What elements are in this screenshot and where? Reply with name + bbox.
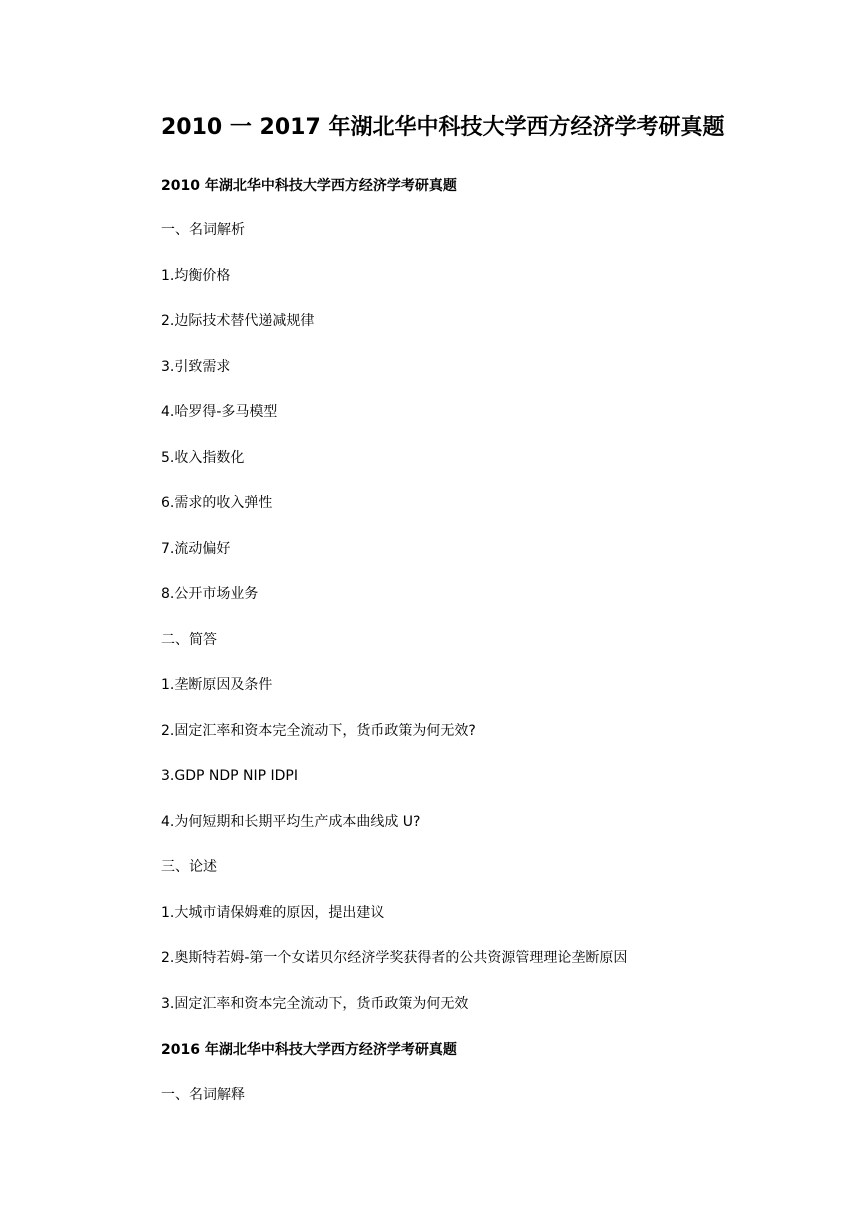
essay-item: 2.奥斯特若姆-第一个女诺贝尔经济学奖获得者的公共资源管理理论垄断原因 — [161, 950, 628, 966]
part-title-terms: 一、名词解析 — [161, 222, 245, 238]
essay-item: 3.固定汇率和资本完全流动下，货币政策为何无效 — [161, 996, 469, 1012]
term-item: 8.公开市场业务 — [161, 586, 259, 602]
term-item: 1.均衡价格 — [161, 268, 231, 284]
part-title-short-answer: 二、简答 — [161, 632, 217, 648]
part-title-essay: 三、论述 — [161, 859, 217, 875]
term-item: 4.哈罗得-多马模型 — [161, 404, 278, 420]
short-answer-item: 3.GDP NDP NIP IDPI — [161, 768, 298, 784]
term-item: 6.需求的收入弹性 — [161, 495, 273, 511]
term-item: 5.收入指数化 — [161, 450, 245, 466]
short-answer-item: 4.为何短期和长期平均生产成本曲线成 U? — [161, 814, 421, 830]
section-heading-2016: 2016 年湖北华中科技大学西方经济学考研真题 — [161, 1042, 457, 1058]
short-answer-item: 2.固定汇率和资本完全流动下，货币政策为何无效? — [161, 723, 476, 739]
short-answer-item: 1.垄断原因及条件 — [161, 677, 273, 693]
essay-item: 1.大城市请保姆难的原因，提出建议 — [161, 905, 385, 921]
section-heading-2010: 2010 年湖北华中科技大学西方经济学考研真题 — [161, 178, 457, 194]
term-item: 2.边际技术替代递减规律 — [161, 313, 315, 329]
term-item: 7.流动偏好 — [161, 541, 231, 557]
page-title: 2010 一 2017 年湖北华中科技大学西方经济学考研真题 — [161, 115, 725, 140]
part-title-terms-2016: 一、名词解释 — [161, 1087, 245, 1103]
term-item: 3.引致需求 — [161, 359, 231, 375]
